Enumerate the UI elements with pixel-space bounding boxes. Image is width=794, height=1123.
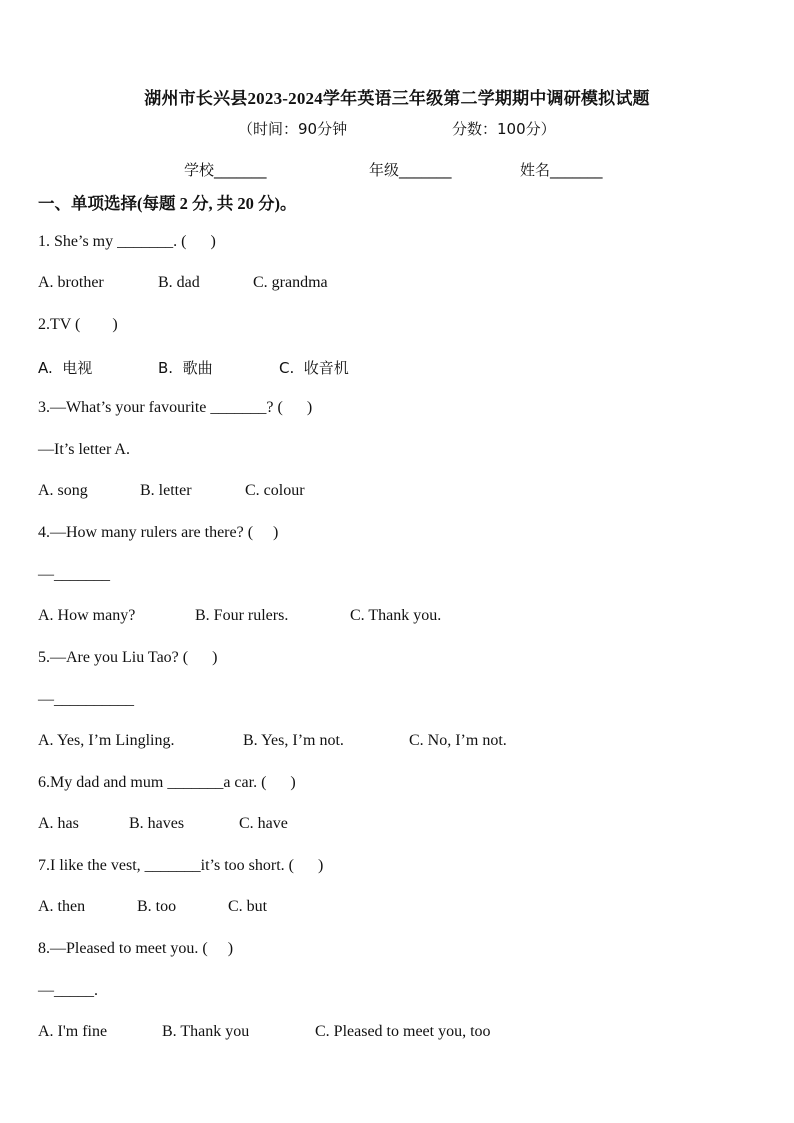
question-4-answer-line: —_______ (38, 566, 110, 583)
school-field: 学校_______ (184, 161, 267, 179)
q5-option-b: B. Yes, I’m not. (243, 732, 344, 749)
question-5: 5.—Are you Liu Tao? ( ) (38, 649, 218, 666)
question-4: 4.—How many rulers are there? ( ) (38, 524, 279, 541)
q1-option-c: C. grandma (253, 274, 328, 291)
q3-option-a: A. song (38, 482, 88, 499)
q8-option-c: C. Pleased to meet you, too (315, 1023, 491, 1040)
q3-option-b: B. letter (140, 482, 192, 499)
grade-field: 年级_______ (369, 161, 452, 179)
q4-option-b: B. Four rulers. (195, 607, 289, 624)
question-1: 1. She’s my _______. ( ) (38, 233, 216, 250)
q8-option-b: B. Thank you (162, 1023, 250, 1040)
question-6: 6.My dad and mum _______a car. ( ) (38, 774, 296, 791)
q3-option-c: C. colour (245, 482, 305, 499)
q6-option-b: B. haves (129, 815, 185, 832)
q8-option-a: A. I'm fine (38, 1023, 108, 1040)
q1-option-a: A. brother (38, 274, 104, 291)
question-3: 3.—What’s your favourite _______? ( ) (38, 399, 313, 416)
exam-time: （时间：90分钟 (238, 120, 348, 138)
q7-option-c: C. but (228, 898, 268, 915)
q2-option-c: C. 收音机 (279, 359, 349, 377)
question-5-answer-line: —__________ (38, 691, 134, 708)
question-7: 7.I like the vest, _______it’s too short. ( ) (38, 857, 324, 874)
q4-option-c: C. Thank you. (350, 607, 442, 624)
q1-option-b: B. dad (158, 274, 200, 291)
q7-option-a: A. then (38, 898, 86, 915)
q6-option-c: C. have (239, 815, 288, 832)
section-heading: 一、单项选择(每题 2 分, 共 20 分)。 (38, 194, 297, 213)
q2-option-b: B. 歌曲 (158, 359, 213, 377)
q4-option-a: A. How many? (38, 607, 136, 624)
q5-option-a: A. Yes, I’m Lingling. (38, 732, 175, 749)
question-8-answer-line: —_____. (38, 982, 98, 999)
exam-title: 湖州市长兴县2023-2024学年英语三年级第二学期期中调研模拟试题 (144, 89, 650, 108)
q2-option-a: A. 电视 (38, 359, 93, 377)
question-2: 2.TV ( ) (38, 316, 118, 333)
name-field: 姓名_______ (520, 161, 603, 179)
q5-option-c: C. No, I’m not. (409, 732, 507, 749)
q6-option-a: A. has (38, 815, 79, 832)
exam-score: 分数：100分） (452, 120, 556, 138)
question-3-answer-line: —It’s letter A. (38, 441, 130, 458)
q7-option-b: B. too (137, 898, 177, 915)
question-8: 8.—Pleased to meet you. ( ) (38, 940, 234, 957)
